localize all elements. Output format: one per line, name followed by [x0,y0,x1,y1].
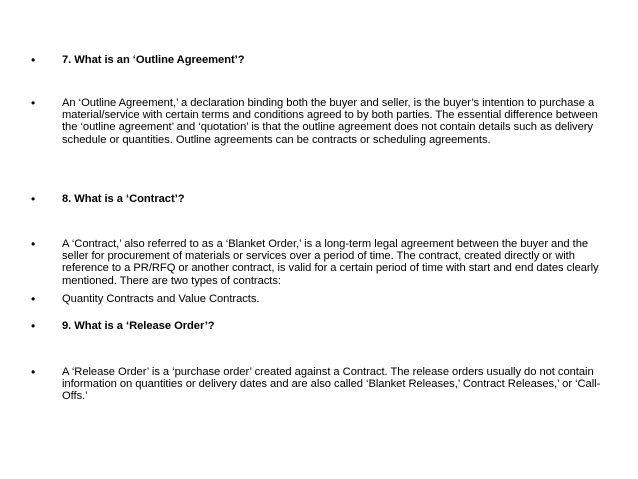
bullet-marker: • [31,365,36,379]
answer-paragraph: An ‘Outline Agreement,’ a declaration binding both the buyer and seller, is the buyer’s intention to purchase a material/service with certain terms and conditions agreed to by both parties. The essential difference between the ‘outline agreement’ and ‘quotation’ is that the outline agreement does not contain details such as delivery schedule or quantities. Outline agreements can be contracts or scheduling agreements. [62,97,598,146]
question-heading: 7. What is an ‘Outline Agreement’? [62,54,245,66]
answer-paragraph: A ‘Release Order’ is a ‘purchase order’ created against a Contract. The release orders usually do not contain information on quantities or delivery dates and are also called ‘Blanket Releases,’ Contract Releases,’ or ‘Call-Offs.’ [62,366,601,403]
bullet-marker: • [31,237,36,251]
question-heading: 9. What is a ‘Release Order’? [62,320,215,332]
answer-paragraph: A ‘Contract,’ also referred to as a ‘Blanket Order,’ is a long-term legal agreement between the buyer and the seller for procurement of materials or services over a period of time. The contract, created directly or with reference to a PR/RFQ or another contract, is valid for a certain period of time with start and end dates clearly mentioned. There are two types of contracts: [62,238,599,287]
question-heading: 8. What is a ‘Contract’? [62,193,185,205]
answer-paragraph: Quantity Contracts and Value Contracts. [62,293,260,305]
bullet-marker: • [31,319,36,333]
bullet-marker: • [31,96,36,110]
bullet-marker: • [31,53,36,67]
bullet-marker: • [31,192,36,206]
bullet-marker: • [31,292,36,306]
